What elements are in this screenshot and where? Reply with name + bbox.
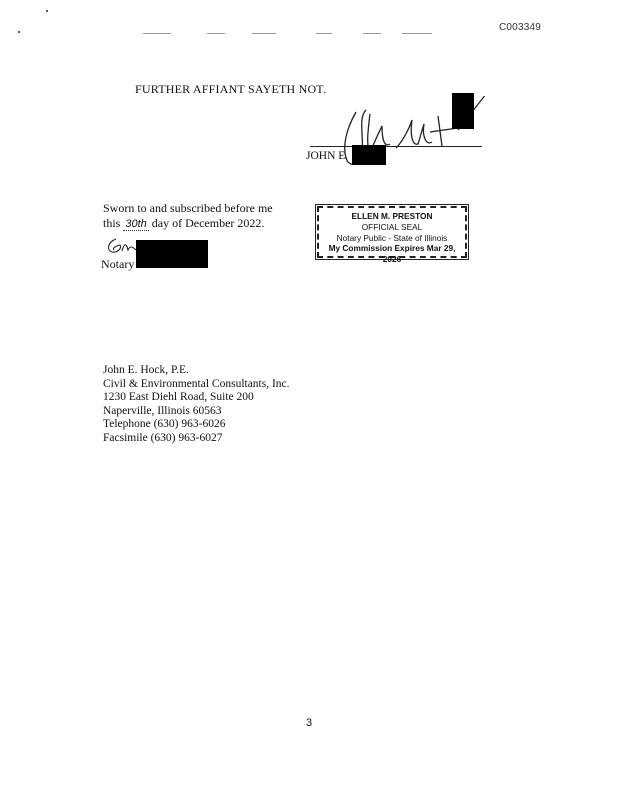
notary-label: Notary <box>101 257 135 271</box>
sworn-this: this <box>103 216 121 230</box>
affiant-closing: FURTHER AFFIANT SAYETH NOT. <box>135 82 327 96</box>
contact-line: Facsimile (630) 963-6027 <box>103 431 223 444</box>
signature-line <box>310 146 482 147</box>
signer-name: JOHN E. <box>306 150 349 162</box>
contact-block <box>103 364 290 445</box>
sworn-line-1: Sworn to and subscribed before me <box>103 201 273 215</box>
sworn-day-handwritten: 30th <box>125 218 147 230</box>
contact-line: 1230 East Diehl Road, Suite 200 <box>103 391 254 403</box>
header-rule <box>207 33 225 34</box>
header-rule <box>402 33 432 34</box>
contact-line: Telephone (630) 963-6026 <box>103 418 226 430</box>
contact-line: Naperville, Illinois 60563 <box>103 404 222 417</box>
document-id: C003349 <box>499 22 541 33</box>
header-rule <box>252 33 276 34</box>
redaction-box <box>352 145 386 165</box>
redaction-box <box>452 93 474 129</box>
header-rule <box>363 33 381 34</box>
header-rule <box>143 33 171 34</box>
scan-speck <box>46 10 48 12</box>
contact-line: John E. Hock, P.E. <box>103 364 189 376</box>
header-rule <box>316 33 332 34</box>
seal-expiry: My Commission Expires Mar 29, 2026 <box>328 243 456 265</box>
notary-seal <box>317 206 467 265</box>
sworn-date: day of December 2022. <box>151 216 265 230</box>
contact-line: Civil & Environmental Consultants, Inc. <box>103 377 290 390</box>
seal-name: ELLEN M. PRESTON <box>351 211 433 221</box>
sworn-line-2 <box>103 216 273 232</box>
sworn-statement <box>103 201 273 232</box>
redaction-box <box>136 240 208 268</box>
scan-speck <box>18 31 20 33</box>
seal-title: OFFICIAL SEAL <box>361 221 423 232</box>
page-number: 3 <box>306 717 313 729</box>
seal-jurisdiction: Notary Public - State of Illinois <box>336 232 448 243</box>
